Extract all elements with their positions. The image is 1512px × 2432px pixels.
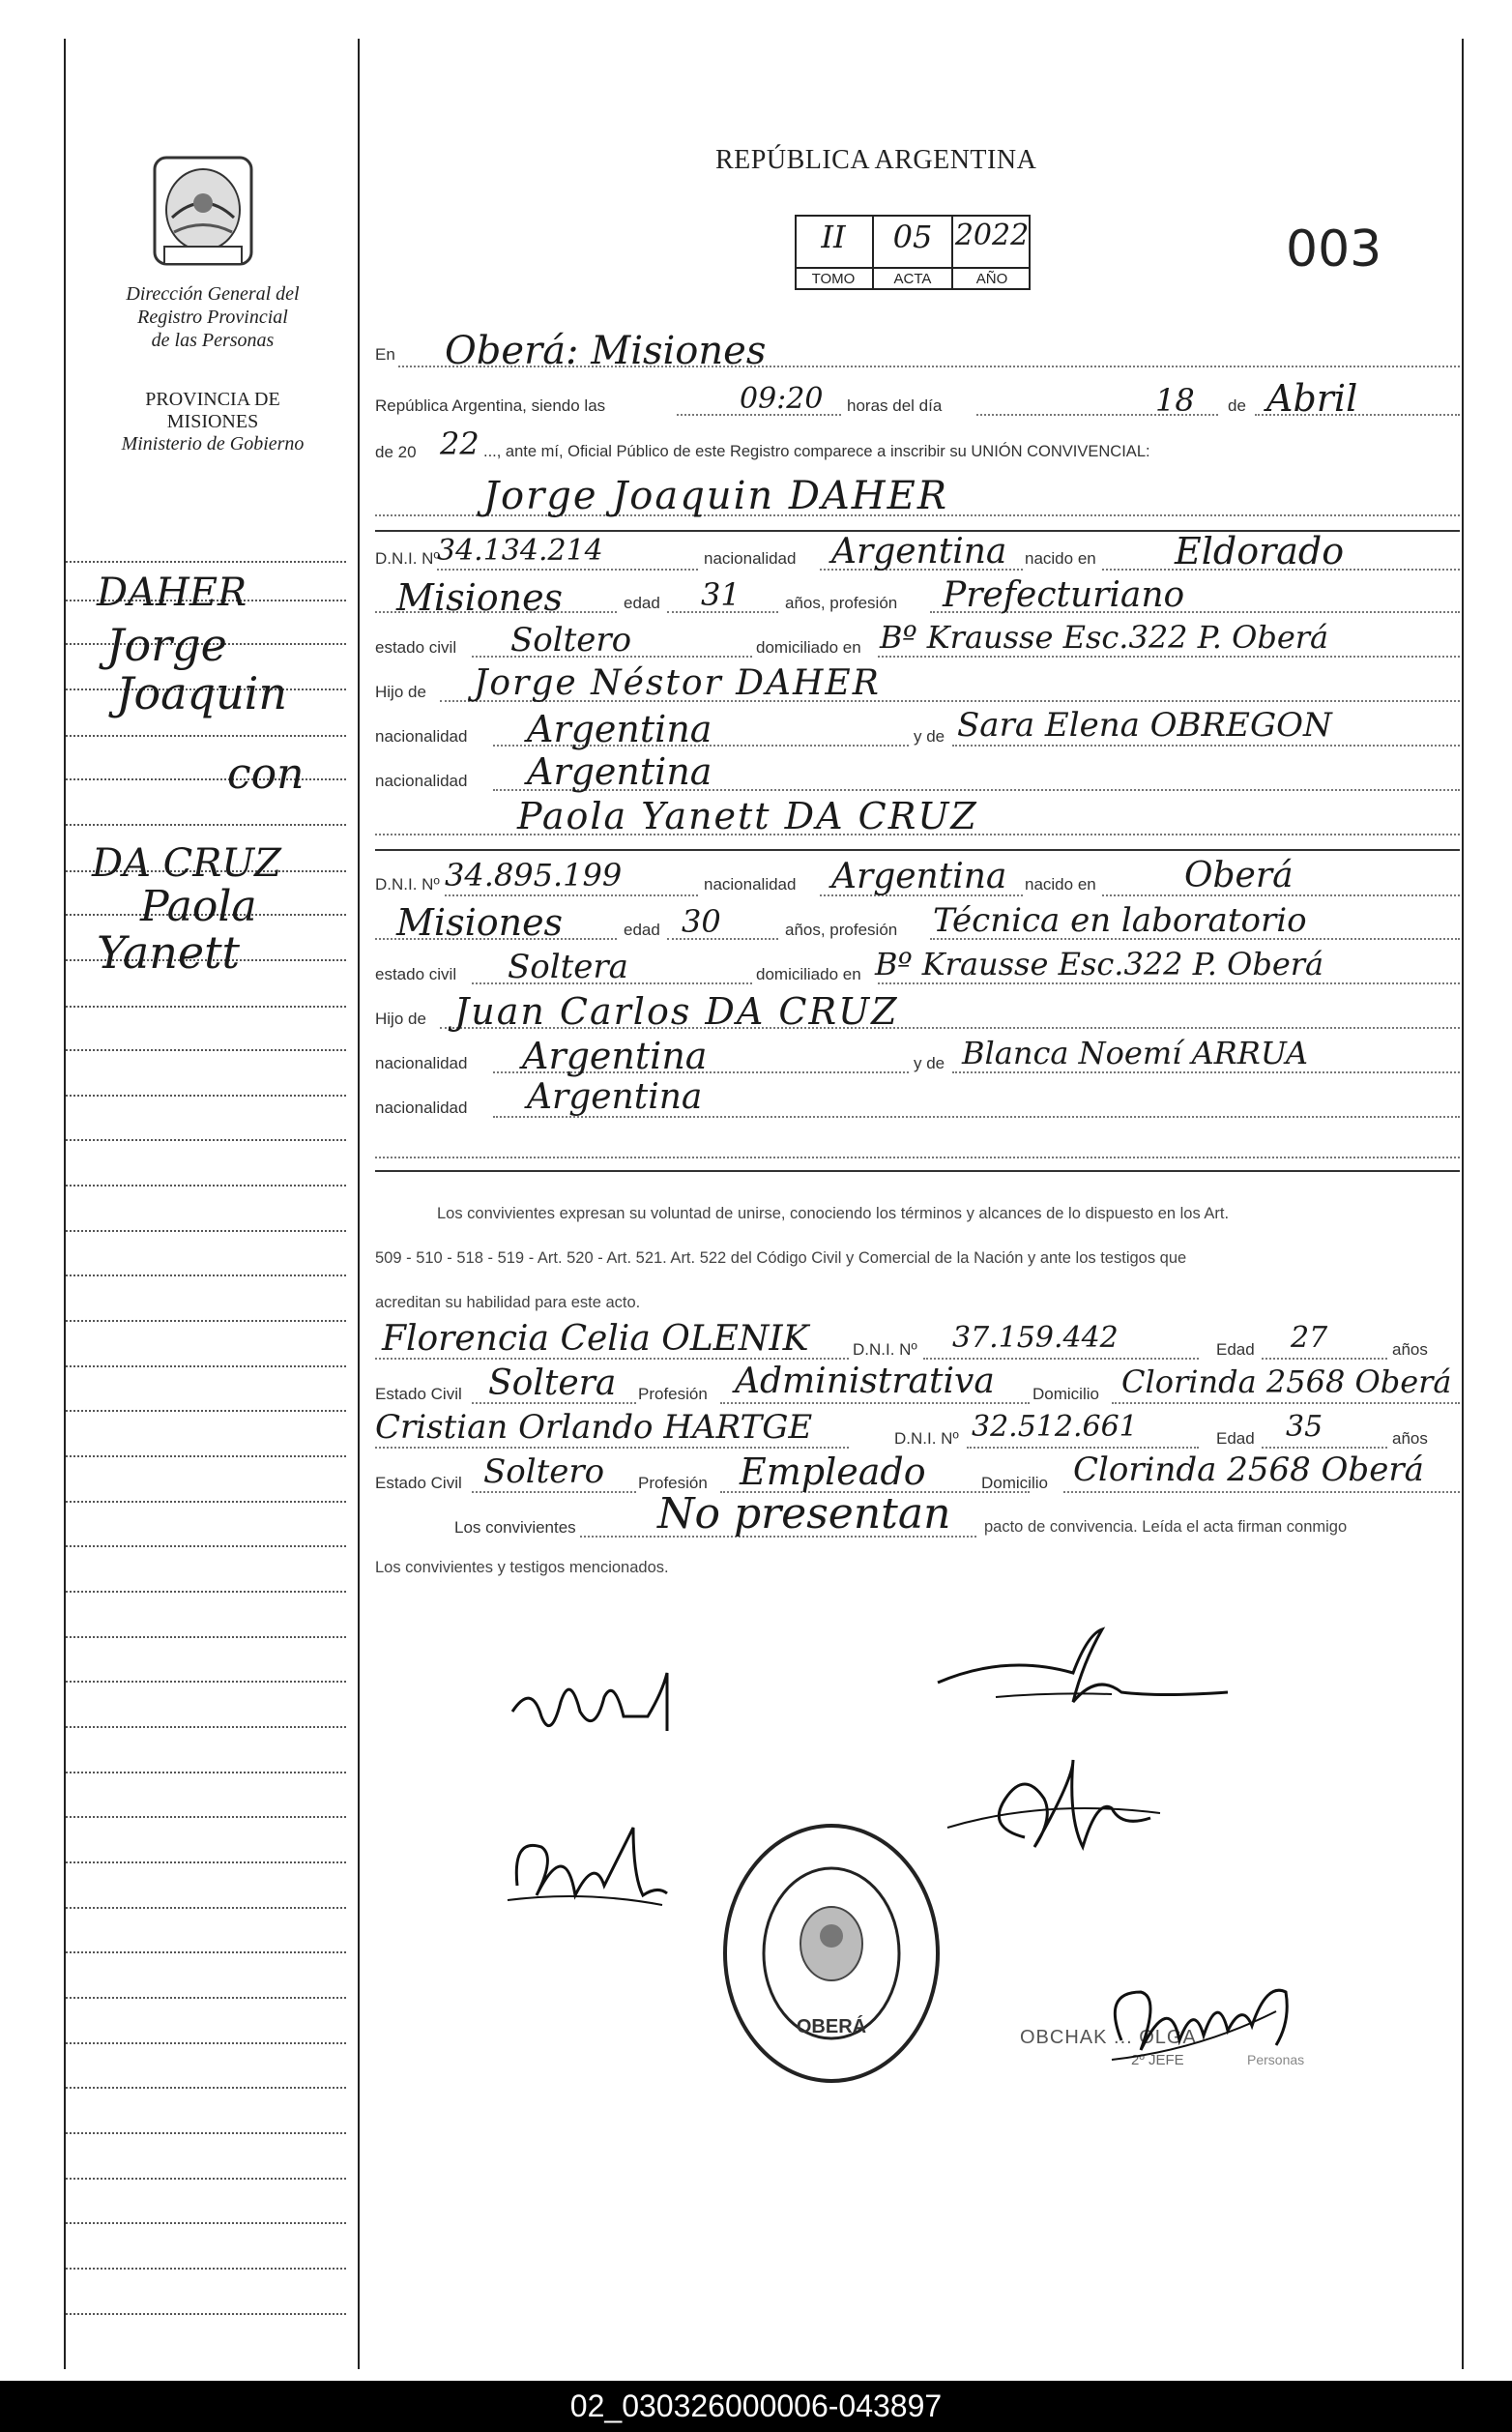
w2-address: Clorinda 2568 Oberá — [1073, 1450, 1424, 1489]
p2-yde-label: y de — [914, 1054, 945, 1072]
p1-mother-nat-label: nacionalidad — [375, 772, 468, 790]
w2-age: 35 — [1286, 1410, 1323, 1444]
section-divider-2 — [375, 849, 1460, 851]
pact-text: pacto de convivencia. Leída el acta firman conmigo — [984, 1518, 1348, 1536]
p2-hijo-label: Hijo de — [375, 1010, 426, 1028]
round-stamp-text — [715, 1818, 716, 1819]
convivientes-label: Los convivientes — [454, 1518, 576, 1537]
p1-profesion-label: años, profesión — [785, 594, 898, 612]
p2-nationality: Argentina — [831, 857, 1007, 896]
province-line1: PROVINCIA DE — [145, 389, 280, 410]
tomo-label: TOMO — [811, 271, 856, 287]
p2-estado-label: estado civil — [375, 965, 457, 983]
p2-father: Juan Carlos DA CRUZ — [454, 990, 899, 1033]
w1-domicilio-label: Domicilio — [1032, 1385, 1099, 1403]
tomo-value: II — [821, 219, 846, 255]
closing-line: Los convivientes y testigos mencionados. — [375, 1559, 669, 1576]
horas-label: horas del día — [847, 396, 943, 415]
w1-estado-label: Estado Civil — [375, 1385, 462, 1403]
p2-nat-label: nacionalidad — [704, 875, 797, 894]
margin-p2-second: Yanett — [97, 926, 241, 979]
official-stamp-sub: Personas — [1247, 2052, 1305, 2067]
signature-2 — [918, 1625, 1247, 1741]
p1-dni: 34.134.214 — [437, 534, 603, 568]
month-value: Abril — [1266, 377, 1358, 420]
margin-connector: con — [227, 749, 305, 799]
w2-domicilio-label: Domicilio — [981, 1474, 1048, 1492]
margin-p2-first: Paola — [140, 882, 257, 931]
margin-p1-second: Joaquin — [116, 667, 287, 719]
anio-value: 2022 — [954, 219, 1030, 252]
p2-profesion-label: años, profesión — [785, 921, 898, 939]
p2-profession: Técnica en laboratorio — [933, 901, 1307, 940]
signature-official — [1083, 1953, 1305, 2089]
p1-father-nat: Argentina — [527, 708, 712, 750]
w1-civil: Soltera — [488, 1363, 617, 1403]
p2-name: Paola Yanett DA CRUZ — [517, 795, 978, 837]
p2-domicilio-label: domiciliado en — [756, 965, 861, 983]
p1-name: Jorge Joaquin DAHER — [483, 474, 948, 518]
w1-anos-label: años — [1392, 1340, 1428, 1359]
p1-birthplace-a: Eldorado — [1175, 530, 1345, 572]
w2-profesion-label: Profesión — [638, 1474, 708, 1492]
p1-address: Bº Krausse Esc.322 P. Oberá — [880, 619, 1329, 656]
signature-3 — [498, 1818, 672, 1924]
p2-civil: Soltera — [508, 948, 628, 986]
footer-code: 02_030326000006-043897 — [0, 2381, 1512, 2432]
en-label: En — [375, 345, 395, 364]
w2-anos-label: años — [1392, 1429, 1428, 1448]
p1-edad-label: edad — [624, 594, 660, 612]
p1-birthplace-b: Misiones — [396, 576, 564, 619]
agency-line3: de las Personas — [151, 330, 275, 351]
p2-dni: 34.895.199 — [445, 857, 623, 894]
p1-yde-label: y de — [914, 727, 945, 746]
official-stamp-role: 2º JEFE — [1131, 2052, 1184, 2068]
p2-birthplace-a: Oberá — [1184, 856, 1294, 895]
p2-father-nat: Argentina — [522, 1035, 708, 1077]
section-divider-3 — [375, 1170, 1460, 1172]
p2-mother-nat: Argentina — [527, 1077, 703, 1117]
p2-edad-label: edad — [624, 921, 660, 939]
p2-father-nat-label: nacionalidad — [375, 1054, 468, 1072]
acta-label: ACTA — [893, 271, 932, 287]
p1-civil: Soltero — [510, 621, 632, 659]
margin-p1-first: Jorge — [106, 619, 227, 671]
acta-value: 05 — [892, 219, 933, 255]
statement-line2: 509 - 510 - 518 - 519 - Art. 520 - Art. 521. Art. 522 del Código Civil y Comercial de la Nación y ante los testigos que — [375, 1249, 1187, 1267]
w2-edad-label: Edad — [1216, 1429, 1255, 1448]
signature-1 — [503, 1663, 677, 1750]
p2-nacido-label: nacido en — [1025, 875, 1096, 894]
province-seal — [145, 150, 261, 276]
republica-label: República Argentina, siendo las — [375, 396, 606, 415]
round-stamp — [715, 1818, 947, 2089]
w2-estado-label: Estado Civil — [375, 1474, 462, 1492]
record-index-box — [795, 215, 1031, 290]
w1-profession: Administrativa — [735, 1362, 995, 1401]
p2-dni-label: D.N.I. Nº — [375, 875, 440, 894]
w1-dni-label: D.N.I. Nº — [853, 1340, 917, 1359]
p2-birthplace-b: Misiones — [396, 901, 564, 944]
margin-p1-surname: DAHER — [97, 571, 247, 615]
province-line2: MISIONES — [166, 411, 259, 432]
right-border-line — [1462, 39, 1464, 2369]
w2-civil: Soltero — [483, 1452, 605, 1491]
p1-nat-label: nacionalidad — [704, 549, 797, 568]
margin-divider-line — [358, 39, 360, 2369]
de-label: de — [1228, 396, 1246, 415]
w1-dni: 37.159.442 — [952, 1321, 1119, 1355]
p1-dni-label: D.N.I. Nº — [375, 549, 440, 568]
agency-line2: Registro Provincial — [137, 307, 288, 328]
w2-dni: 32.512.661 — [972, 1410, 1138, 1444]
p1-mother-nat: Argentina — [527, 750, 712, 793]
time-value: 09:20 — [740, 382, 824, 416]
signature-4 — [928, 1741, 1179, 1895]
place-value: Oberá: Misiones — [445, 329, 767, 373]
day-value: 18 — [1155, 382, 1195, 419]
agency-block — [77, 282, 348, 352]
record-number: 003 — [1286, 220, 1382, 278]
p1-age: 31 — [701, 576, 741, 613]
w1-profesion-label: Profesión — [638, 1385, 708, 1403]
p1-nacido-label: nacido en — [1025, 549, 1096, 568]
round-stamp-city: OBERÁ — [796, 2016, 867, 2037]
p1-hijo-label: Hijo de — [375, 683, 426, 701]
official-stamp-name: OBCHAK ... OLGA — [1020, 2027, 1197, 2048]
p1-domicilio-label: domiciliado en — [756, 638, 861, 657]
p1-father-nat-label: nacionalidad — [375, 727, 468, 746]
p2-address: Bº Krausse Esc.322 P. Oberá — [875, 946, 1324, 982]
p1-estado-label: estado civil — [375, 638, 457, 657]
left-border-line — [64, 39, 66, 2369]
margin-p2-surname: DA CRUZ — [92, 841, 281, 886]
province-block — [77, 389, 348, 455]
pact-status: No presentan — [657, 1489, 951, 1538]
p1-mother: Sara Elena OBREGON — [957, 706, 1332, 745]
de20-label: de 20 — [375, 443, 417, 461]
p2-mother: Blanca Noemí ARRUA — [962, 1035, 1308, 1071]
agency-line1: Dirección General del — [126, 283, 300, 305]
w2-profession: Empleado — [740, 1450, 926, 1493]
w2-name: Cristian Orlando HARTGE — [375, 1408, 813, 1447]
appear-text: ..., ante mí, Oficial Público de este Registro comparece a inscribir su UNIÓN CONVIVENCIAL: — [483, 443, 1150, 460]
p2-mother-nat-label: nacionalidad — [375, 1099, 468, 1117]
p2-age: 30 — [682, 903, 721, 940]
statement-line3: acreditan su habilidad para este acto. — [375, 1294, 641, 1311]
p1-profession: Prefecturiano — [943, 575, 1185, 615]
year-suffix-value: 22 — [440, 425, 480, 462]
ministry-line: Ministerio de Gobierno — [121, 433, 305, 454]
w1-address: Clorinda 2568 Oberá — [1121, 1363, 1452, 1400]
p1-father: Jorge Néstor DAHER — [474, 663, 881, 703]
w2-dni-label: D.N.I. Nº — [894, 1429, 959, 1448]
country-title: REPÚBLICA ARGENTINA — [715, 145, 1037, 175]
statement-line1: Los convivientes expresan su voluntad de unirse, conociendo los términos y alcances de lo dispuesto en los Art. — [437, 1205, 1230, 1222]
w1-edad-label: Edad — [1216, 1340, 1255, 1359]
p1-nationality: Argentina — [831, 532, 1007, 571]
anio-label: AÑO — [975, 271, 1008, 287]
w1-name: Florencia Celia OLENIK — [382, 1319, 809, 1359]
w1-age: 27 — [1291, 1321, 1328, 1355]
